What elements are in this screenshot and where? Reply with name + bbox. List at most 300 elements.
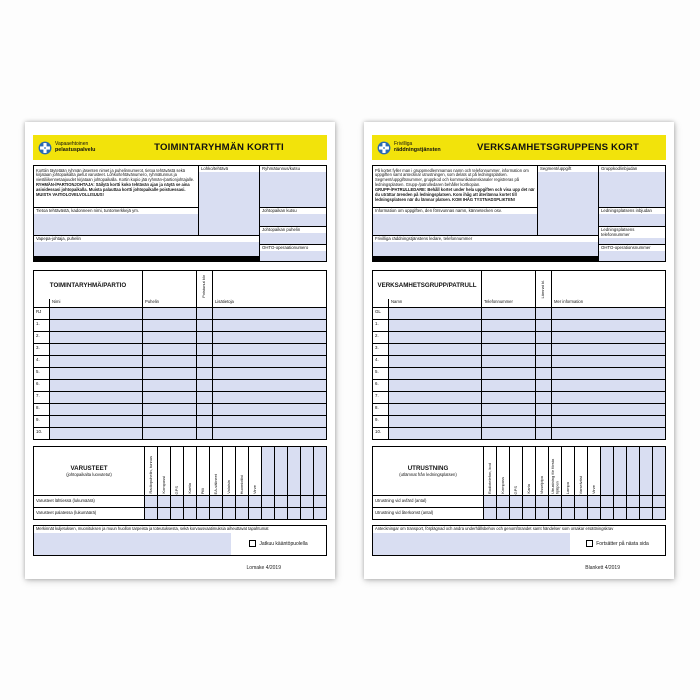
equipment-header xyxy=(373,447,665,495)
command-post-call-box xyxy=(599,208,665,226)
equipment-count-input-cell[interactable] xyxy=(249,508,261,519)
info-input-cell[interactable] xyxy=(213,392,326,403)
name-input-cell[interactable] xyxy=(50,392,142,403)
equipment-count-input-cell[interactable] xyxy=(588,508,600,519)
equipment-back-label: Varusteet palatessa (lukumäärä) xyxy=(34,508,144,519)
info-input-cell[interactable] xyxy=(213,320,326,331)
equipment-count-input-cell[interactable] xyxy=(627,496,639,507)
org-name-line1: Frivilliga xyxy=(394,140,413,147)
time-input-cell[interactable] xyxy=(197,368,212,379)
equipment-column-label: Lampa xyxy=(564,481,570,494)
roster-row xyxy=(373,404,665,415)
equipment-column-header xyxy=(523,447,535,495)
equipment-count-input-cell[interactable] xyxy=(288,508,300,519)
phone-input-cell[interactable] xyxy=(143,332,196,343)
group-id-input-area[interactable] xyxy=(260,172,326,207)
equipment-count-input-cell[interactable] xyxy=(301,508,313,519)
equipment-count-input-cell[interactable] xyxy=(575,508,587,519)
row-number-label: 8. xyxy=(34,404,49,415)
phone-input-cell[interactable] xyxy=(482,344,535,355)
equipment-count-input-cell[interactable] xyxy=(484,508,496,519)
roster-title: VERKSAMHETSGRUPP/PATRULL xyxy=(373,271,481,299)
info-input-cell[interactable] xyxy=(552,416,665,427)
equipment-count-input-cell[interactable] xyxy=(614,496,626,507)
ohto-number-input-area[interactable] xyxy=(260,251,326,261)
equipment-count-input-cell[interactable] xyxy=(601,508,613,519)
group-id-label: Ryhmätunnus/kutsu xyxy=(262,166,300,171)
row-number-label: 6. xyxy=(373,380,388,391)
roster-row xyxy=(373,344,665,355)
info-input-cell[interactable] xyxy=(213,404,326,415)
equipment-count-input-cell[interactable] xyxy=(145,508,157,519)
equipment-column-header xyxy=(197,447,209,495)
equipment-count-input-cell[interactable] xyxy=(275,508,287,519)
name-input-cell[interactable] xyxy=(389,356,481,367)
equipment-column-label: Visselpipa xyxy=(538,475,544,494)
continues-checkbox-zone xyxy=(570,533,665,555)
form-title: TOIMINTARYHMÄN KORTTI xyxy=(154,142,284,153)
roster-row xyxy=(34,332,326,343)
info-input-cell[interactable] xyxy=(552,392,665,403)
equipment-column-label: Kompass xyxy=(499,477,505,494)
equipment-subtitle: (johtopaikalta luovutetut) xyxy=(66,472,112,477)
continues-label: Jatkuu kääntöpuolella xyxy=(259,540,308,547)
equipment-column-label: EA-välineet xyxy=(212,473,218,494)
name-input-cell[interactable] xyxy=(50,356,142,367)
time-input-cell[interactable] xyxy=(197,320,212,331)
time-input-cell[interactable] xyxy=(197,428,212,439)
info-input-cell[interactable] xyxy=(552,380,665,391)
time-input-cell[interactable] xyxy=(536,404,551,415)
time-input-cell[interactable] xyxy=(536,428,551,439)
equipment-count-input-cell[interactable] xyxy=(549,496,561,507)
name-input-cell[interactable] xyxy=(50,320,142,331)
row-number-column-header xyxy=(373,299,388,307)
equipment-out-row xyxy=(34,496,326,507)
equipment-count-input-cell[interactable] xyxy=(601,496,613,507)
notes-input-area[interactable] xyxy=(373,533,570,555)
equipment-out-row xyxy=(373,496,665,507)
name-input-cell[interactable] xyxy=(389,416,481,427)
equipment-column-header xyxy=(210,447,222,495)
notes-input-area[interactable] xyxy=(34,533,231,555)
time-input-cell[interactable] xyxy=(197,308,212,319)
equipment-count-input-cell[interactable] xyxy=(497,496,509,507)
equipment-column-header xyxy=(184,447,196,495)
info-input-cell[interactable] xyxy=(552,368,665,379)
phone-column-header: Puhelin xyxy=(143,299,196,307)
continues-checkbox-zone xyxy=(231,533,326,555)
row-number-column-header xyxy=(34,299,49,307)
roster-time-column-label: Poistunut klo xyxy=(201,275,207,298)
row-number-label: RJ xyxy=(34,308,49,319)
equipment-column-header xyxy=(614,447,626,495)
continues-checkbox[interactable] xyxy=(249,540,256,547)
task-info-input-area[interactable] xyxy=(34,214,198,235)
name-input-cell[interactable] xyxy=(389,392,481,403)
equipment-count-input-cell[interactable] xyxy=(653,508,665,519)
equipment-count-input-cell[interactable] xyxy=(236,496,248,507)
roster-row xyxy=(373,392,665,403)
phone-input-cell[interactable] xyxy=(482,356,535,367)
equipment-table xyxy=(372,446,666,520)
equipment-count-input-cell[interactable] xyxy=(588,496,600,507)
leader-input-area[interactable] xyxy=(373,242,598,256)
equipment-subtitle: (utlämnat från ledningsplatsen) xyxy=(399,472,457,477)
info-input-cell[interactable] xyxy=(552,320,665,331)
ohto-number-input-area[interactable] xyxy=(599,251,665,261)
roster-row xyxy=(34,368,326,379)
info-input-cell[interactable] xyxy=(213,380,326,391)
roster-row xyxy=(34,308,326,319)
ohto-number-label: OHTO-operaationumero xyxy=(262,245,309,250)
sector-input-area[interactable] xyxy=(538,172,598,235)
equipment-count-input-cell[interactable] xyxy=(536,496,548,507)
equipment-count-input-cell[interactable] xyxy=(249,496,261,507)
notes-section xyxy=(33,525,327,556)
info-input-cell[interactable] xyxy=(552,332,665,343)
name-column-header: Namn xyxy=(389,299,481,307)
row-number-label: 9. xyxy=(34,416,49,427)
org-name-line2: pelastuspalvelu xyxy=(55,147,96,154)
task-info-input-area[interactable] xyxy=(373,214,537,235)
phone-input-cell[interactable] xyxy=(143,416,196,427)
command-post-phone-label: Johtopaikan puhelin xyxy=(262,227,301,232)
equipment-count-input-cell[interactable] xyxy=(262,508,274,519)
phone-input-cell[interactable] xyxy=(143,428,196,439)
info-input-cell[interactable] xyxy=(213,308,326,319)
org-logo xyxy=(38,141,124,155)
command-post-phone-input-area[interactable] xyxy=(599,238,665,244)
equipment-column-header xyxy=(158,447,170,495)
row-number-label: 5. xyxy=(34,368,49,379)
group-id-input-area[interactable] xyxy=(599,172,665,207)
time-input-cell[interactable] xyxy=(536,344,551,355)
equipment-column-label: Virve xyxy=(251,484,257,494)
equipment-count-input-cell[interactable] xyxy=(497,508,509,519)
info-section xyxy=(372,165,666,262)
command-post-call-input-area[interactable] xyxy=(599,214,665,226)
info-column-header: Mer information xyxy=(552,299,665,307)
equipment-column-header xyxy=(171,447,183,495)
equipment-column-label: GPS xyxy=(173,485,179,494)
time-input-cell[interactable] xyxy=(536,380,551,391)
roster-row xyxy=(373,332,665,343)
time-input-cell[interactable] xyxy=(536,392,551,403)
roster-row xyxy=(34,356,326,367)
name-input-cell[interactable] xyxy=(50,344,142,355)
roster-subheader xyxy=(373,299,665,307)
equipment-column-label: GPS xyxy=(512,485,518,494)
org-cross-logo-icon xyxy=(377,141,391,155)
equipment-columns xyxy=(145,447,326,495)
phone-input-cell[interactable] xyxy=(482,416,535,427)
equipment-count-input-cell[interactable] xyxy=(314,508,326,519)
time-input-cell[interactable] xyxy=(536,356,551,367)
equipment-count-input-cell[interactable] xyxy=(171,496,183,507)
time-input-cell[interactable] xyxy=(536,416,551,427)
roster-row xyxy=(373,320,665,331)
equipment-count-input-cell[interactable] xyxy=(614,508,626,519)
equipment-count-input-cell[interactable] xyxy=(223,508,235,519)
name-input-cell[interactable] xyxy=(50,380,142,391)
roster-row xyxy=(373,368,665,379)
name-input-cell[interactable] xyxy=(389,332,481,343)
task-info-label: Information om uppgiften, den försvunnas namn, kännetecken osv. xyxy=(375,208,502,213)
info-input-cell[interactable] xyxy=(213,368,326,379)
org-name xyxy=(55,142,95,154)
name-input-cell[interactable] xyxy=(389,344,481,355)
row-number-label: 4. xyxy=(373,356,388,367)
equipment-count-input-cell[interactable] xyxy=(523,508,535,519)
task-info-box xyxy=(34,208,198,235)
roster-row xyxy=(373,416,665,427)
phone-input-cell[interactable] xyxy=(482,404,535,415)
name-input-cell[interactable] xyxy=(50,368,142,379)
instructions-normal: På kortet fyller man i gruppmedlemmarnas namn och telefonnummer, information om uppgiften samt antecknar utrustningen, som delats ut på ledningsplatsen. Segment/uppgiftsnummer, gruppkod och kommunikationskanaler registreras på ledningsplatsen. Grupp-/patrulledaren behåller kortkopian. xyxy=(375,167,529,188)
roster-header-cell xyxy=(213,271,326,299)
info-section xyxy=(33,165,327,262)
equipment-count-input-cell[interactable] xyxy=(210,508,222,519)
roster-header xyxy=(373,271,665,299)
equipment-count-input-cell[interactable] xyxy=(562,508,574,519)
time-input-cell[interactable] xyxy=(536,308,551,319)
notes-label: Merkinnät kuljetuksen, muonituksen ja muun huollon tarpeista ja toteutuksesta, sekä korvausvaatimuksia aiheuttavat tapahtumat xyxy=(34,526,326,533)
equipment-out-label: Varusteet lähtiessä (lukumäärä) xyxy=(34,496,144,507)
info-input-cell[interactable] xyxy=(213,428,326,439)
time-input-cell[interactable] xyxy=(536,320,551,331)
sector-input-area[interactable] xyxy=(199,172,259,235)
phone-input-cell[interactable] xyxy=(143,344,196,355)
info-column-header: Lisätietoja xyxy=(213,299,326,307)
equipment-count-input-cell[interactable] xyxy=(653,496,665,507)
row-number-label: 2. xyxy=(34,332,49,343)
info-input-cell[interactable] xyxy=(552,308,665,319)
equipment-count-input-cell[interactable] xyxy=(223,496,235,507)
equipment-count-input-cell[interactable] xyxy=(275,496,287,507)
time-input-cell[interactable] xyxy=(197,416,212,427)
name-column-header: Nimi xyxy=(50,299,142,307)
phone-input-cell[interactable] xyxy=(143,320,196,331)
phone-input-cell[interactable] xyxy=(482,428,535,439)
task-info-box xyxy=(373,208,537,235)
equipment-column-label: Virve xyxy=(590,484,596,494)
equipment-title-box xyxy=(373,447,483,495)
equipment-count-input-cell[interactable] xyxy=(536,508,548,519)
name-input-cell[interactable] xyxy=(50,308,142,319)
equipment-count-input-cell[interactable] xyxy=(236,508,248,519)
notes-section xyxy=(372,525,666,556)
name-input-cell[interactable] xyxy=(50,332,142,343)
info-input-cell[interactable] xyxy=(213,332,326,343)
time-input-cell[interactable] xyxy=(197,404,212,415)
name-input-cell[interactable] xyxy=(50,404,142,415)
phone-input-cell[interactable] xyxy=(482,392,535,403)
equipment-column-header xyxy=(575,447,587,495)
roster-header-cell xyxy=(482,271,535,299)
leader-input-area[interactable] xyxy=(34,242,259,256)
equipment-count-input-cell[interactable] xyxy=(510,508,522,519)
row-number-label: 3. xyxy=(34,344,49,355)
equipment-count-input-cell[interactable] xyxy=(627,508,639,519)
sector-label: Lohko/tehtävä xyxy=(201,166,228,171)
row-number-label: 5. xyxy=(373,368,388,379)
info-input-cell[interactable] xyxy=(213,356,326,367)
row-number-label: GL xyxy=(373,308,388,319)
phone-input-cell[interactable] xyxy=(482,320,535,331)
command-post-call-box xyxy=(260,208,326,226)
equipment-count-input-cell[interactable] xyxy=(484,496,496,507)
equipment-count-input-cell[interactable] xyxy=(145,496,157,507)
equipment-back-label: Utrustning vid återkomst (antal) xyxy=(373,508,483,519)
task-info-label: Tietoa tehtävästä, kadonneen nimi, tuntomerkkejä ym. xyxy=(36,208,140,213)
info-input-cell[interactable] xyxy=(552,428,665,439)
instructions-bold: GRUPP-/PATRULLEDARE: Behåll kortet under hela uppgiften och visa upp det när du uträttar ärenden på ledningsplatsen. Kom ihåg att återlämna kortet till ledningsplatsen när du lämnar platsen. KOM IHÅG TYSTNADSPLIKTEN! xyxy=(375,187,535,203)
ohto-number-label: OHTO-operationsnummer xyxy=(601,245,651,250)
equipment-column-header xyxy=(588,447,600,495)
equipment-column-label: Kartta xyxy=(186,483,192,494)
leader-label: Vapepa-johtaja, puhelin xyxy=(36,236,81,241)
row-number-label: 3. xyxy=(373,344,388,355)
roster-row xyxy=(34,320,326,331)
equipment-count-input-cell[interactable] xyxy=(523,496,535,507)
equipment-column-label: Huomioliivi xyxy=(238,474,244,494)
equipment-column-header xyxy=(301,447,313,495)
roster-rows xyxy=(34,308,326,439)
phone-input-cell[interactable] xyxy=(482,368,535,379)
row-number-label: 1. xyxy=(34,320,49,331)
equipment-column-label: Radiopuhelin, tunnus xyxy=(147,456,153,494)
equipment-header xyxy=(34,447,326,495)
form-title: VERKSAMHETSGRUPPENS KORT xyxy=(476,142,640,153)
equipment-count-input-cell[interactable] xyxy=(197,508,209,519)
equipment-columns xyxy=(484,447,665,495)
equipment-column-header xyxy=(536,447,548,495)
equipment-column-label: Pilli xyxy=(199,487,205,494)
equipment-count-input-cell[interactable] xyxy=(197,496,209,507)
phone-input-cell[interactable] xyxy=(143,356,196,367)
equipment-column-header xyxy=(314,447,326,495)
equipment-column-header xyxy=(249,447,261,495)
phone-input-cell[interactable] xyxy=(482,308,535,319)
roster-row xyxy=(34,392,326,403)
command-post-call-input-area[interactable] xyxy=(260,214,326,226)
equipment-count-input-cell[interactable] xyxy=(158,508,170,519)
form-footer: Blankett 4/2019 xyxy=(585,564,620,571)
time-input-cell[interactable] xyxy=(536,332,551,343)
phone-input-cell[interactable] xyxy=(143,308,196,319)
equipment-count-input-cell[interactable] xyxy=(510,496,522,507)
time-input-cell[interactable] xyxy=(536,368,551,379)
time-input-cell[interactable] xyxy=(197,392,212,403)
group-id-box xyxy=(599,166,665,207)
equipment-count-input-cell[interactable] xyxy=(184,496,196,507)
equipment-count-input-cell[interactable] xyxy=(262,496,274,507)
info-input-cell[interactable] xyxy=(552,404,665,415)
equipment-column-label: Valaisin xyxy=(225,480,231,494)
name-input-cell[interactable] xyxy=(389,404,481,415)
equipment-column-label: Radiotelefon, kod xyxy=(486,462,492,494)
equipment-count-input-cell[interactable] xyxy=(171,508,183,519)
time-input-cell[interactable] xyxy=(197,356,212,367)
phone-input-cell[interactable] xyxy=(482,332,535,343)
equipment-column-header xyxy=(262,447,274,495)
ohto-number-box xyxy=(599,245,665,261)
equipment-count-input-cell[interactable] xyxy=(575,496,587,507)
roster-row xyxy=(373,428,665,439)
leader-box xyxy=(34,236,259,256)
name-input-cell[interactable] xyxy=(50,428,142,439)
equipment-count-input-cell[interactable] xyxy=(301,496,313,507)
equipment-out-label: Utrustning vid avfärd (antal) xyxy=(373,496,483,507)
equipment-count-input-cell[interactable] xyxy=(562,496,574,507)
name-input-cell[interactable] xyxy=(389,320,481,331)
form-header-bar xyxy=(372,135,666,160)
phone-input-cell[interactable] xyxy=(143,368,196,379)
equipment-count-input-cell[interactable] xyxy=(549,508,561,519)
phone-input-cell[interactable] xyxy=(143,392,196,403)
name-input-cell[interactable] xyxy=(389,380,481,391)
time-input-cell[interactable] xyxy=(197,344,212,355)
equipment-count-input-cell[interactable] xyxy=(210,496,222,507)
equipment-count-input-cell[interactable] xyxy=(184,508,196,519)
time-input-cell[interactable] xyxy=(197,380,212,391)
equipment-title-box xyxy=(34,447,144,495)
command-post-phone-input-area[interactable] xyxy=(260,233,326,244)
phone-input-cell[interactable] xyxy=(143,404,196,415)
name-input-cell[interactable] xyxy=(389,428,481,439)
equipment-count-input-cell[interactable] xyxy=(158,496,170,507)
equipment-out-cells xyxy=(484,496,665,507)
equipment-count-input-cell[interactable] xyxy=(640,496,652,507)
name-input-cell[interactable] xyxy=(389,308,481,319)
continues-checkbox[interactable] xyxy=(586,540,593,547)
command-post-phone-box xyxy=(599,227,665,244)
command-post-call-label: Johtopaikan kutsu xyxy=(262,208,297,213)
info-input-cell[interactable] xyxy=(213,416,326,427)
roster-header-cell xyxy=(143,271,196,299)
equipment-count-input-cell[interactable] xyxy=(288,496,300,507)
name-input-cell[interactable] xyxy=(50,416,142,427)
equipment-count-input-cell[interactable] xyxy=(640,508,652,519)
org-name-line1: Vapaaehtoinen xyxy=(55,140,89,147)
roster-row xyxy=(34,380,326,391)
time-column-header xyxy=(197,299,212,307)
info-input-cell[interactable] xyxy=(552,344,665,355)
info-input-cell[interactable] xyxy=(213,344,326,355)
time-input-cell[interactable] xyxy=(197,332,212,343)
roster-time-column-header xyxy=(536,271,551,299)
group-id-label: Gruppkod/inbjudan xyxy=(601,166,638,171)
row-number-label: 10. xyxy=(34,428,49,439)
sector-label: Segment/uppgift xyxy=(540,166,572,171)
equipment-column-header xyxy=(653,447,665,495)
roster-row xyxy=(373,356,665,367)
sector-box xyxy=(199,166,259,235)
row-number-label: 1. xyxy=(373,320,388,331)
group-id-box xyxy=(260,166,326,207)
phone-input-cell[interactable] xyxy=(482,380,535,391)
instructions-normal: Korttiin täytetään ryhmän jäsenten nimet ja puhelinnumerot, tietoa tehtävästä sekä kirjataan johtopaikalta jaetut varusteet. Lohko/tehtävänumero, ryhmätunnus ja viestiliikennetaajuudet kirjataan johtopaikalla. Kortin kopio jää ryhmän-/partionjohtajalle. xyxy=(36,167,195,183)
roster-row xyxy=(34,416,326,427)
finnish-form xyxy=(25,122,335,579)
equipment-count-input-cell[interactable] xyxy=(314,496,326,507)
row-number-label: 7. xyxy=(373,392,388,403)
roster-table xyxy=(372,270,666,440)
name-input-cell[interactable] xyxy=(389,368,481,379)
info-input-cell[interactable] xyxy=(552,356,665,367)
phone-input-cell[interactable] xyxy=(143,380,196,391)
